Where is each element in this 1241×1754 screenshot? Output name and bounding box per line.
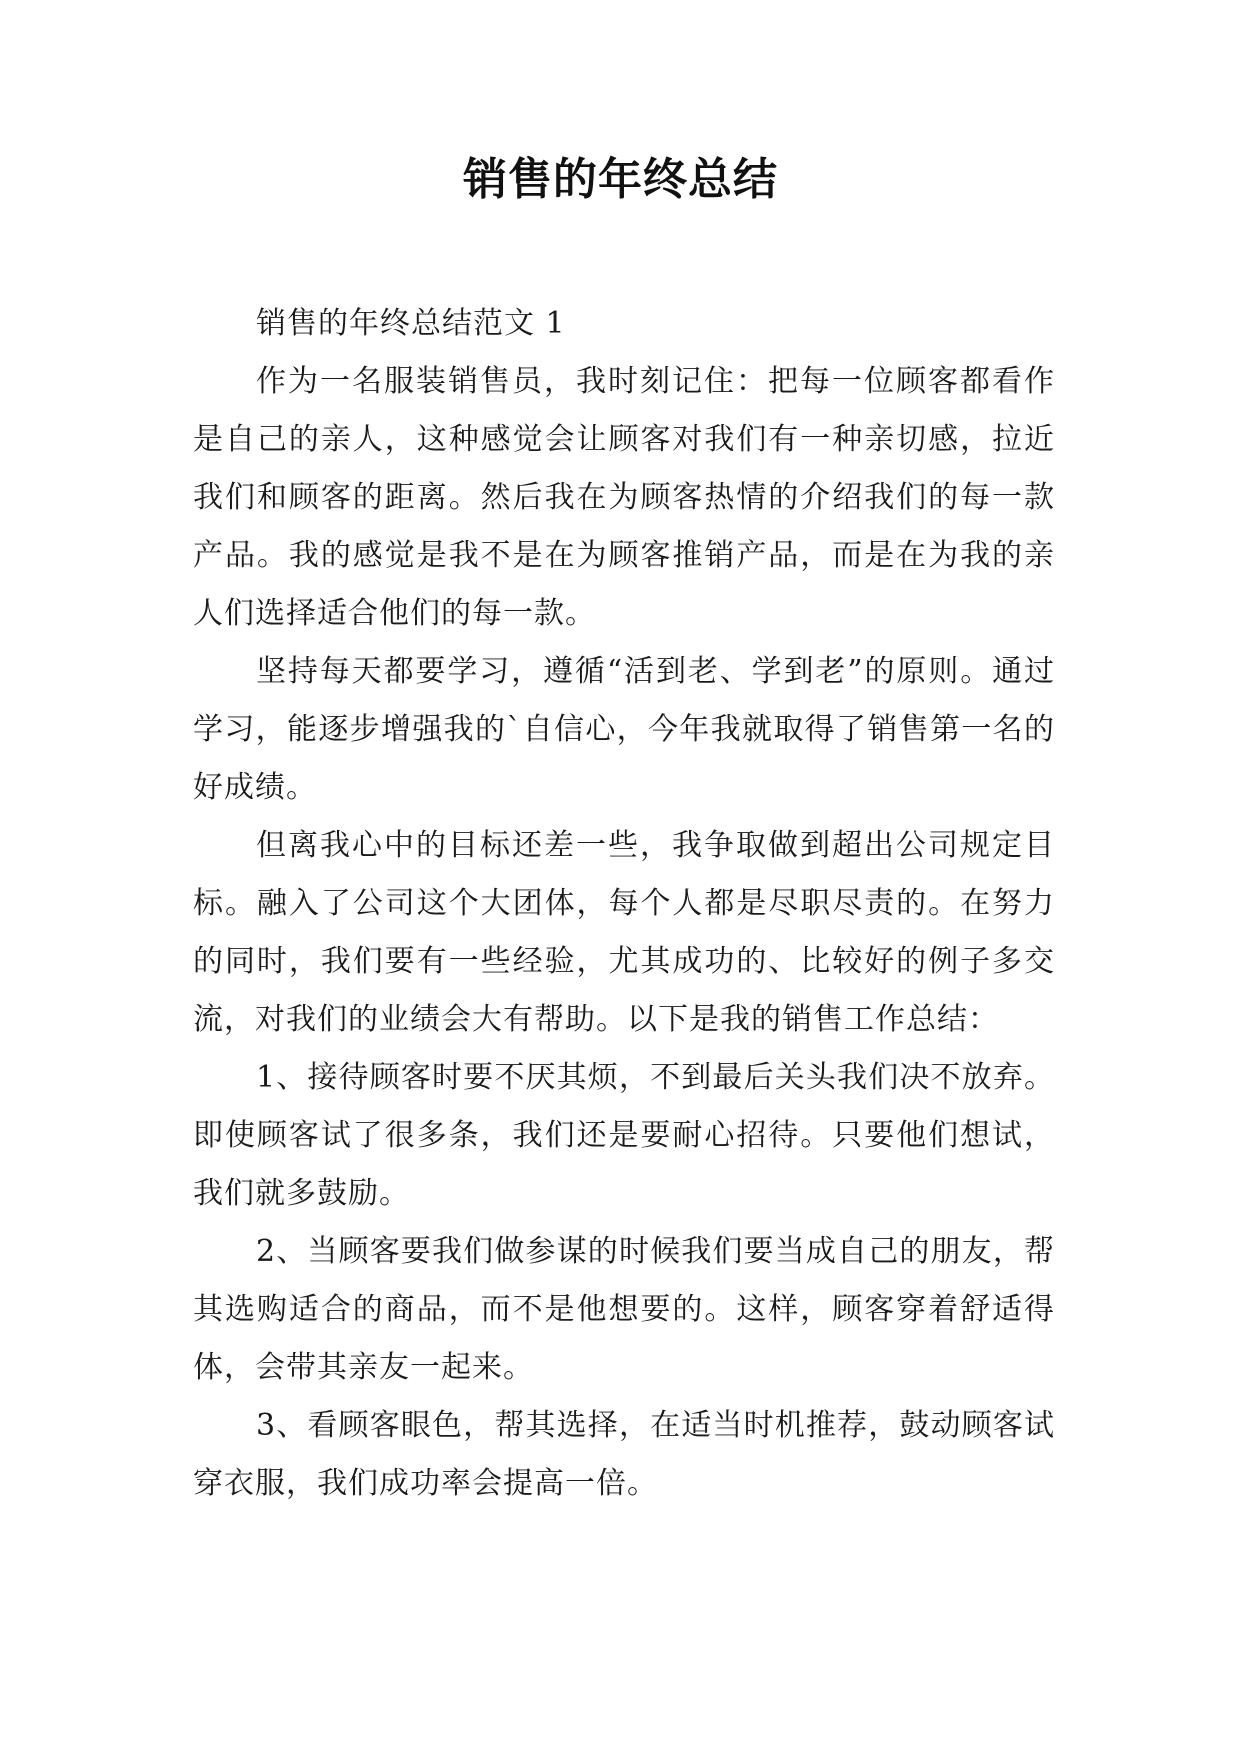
- document-body: [193, 295, 1055, 1513]
- list-item: 2、当顾客要我们做参谋的时候我们要当成自己的朋友，帮其选购适合的商品，而不是他想要的。这样，顾客穿着舒适得体，会带其亲友一起来。: [193, 1234, 1055, 1385]
- paragraph: 坚持每天都要学习，遵循“活到老、学到老”的原则。通过学习，能逐步增强我的`自信心，今年我就取得了销售第一名的好成绩。: [193, 654, 1055, 805]
- section-heading: 销售的年终总结范文 1: [256, 306, 566, 341]
- document-title: 销售的年终总结: [463, 154, 778, 205]
- list-item: 1、接待顾客时要不厌其烦，不到最后关头我们决不放弃。即使顾客试了很多条，我们还是要耐心招待。只要他们想试，我们就多鼓励。: [193, 1060, 1055, 1211]
- list-item: 3、看顾客眼色，帮其选择，在适当时机推荐，鼓动顾客试穿衣服，我们成功率会提高一倍。: [193, 1408, 1055, 1501]
- paragraph: 作为一名服装销售员，我时刻记住：把每一位顾客都看作是自己的亲人，这种感觉会让顾客对我们有一种亲切感，拉近我们和顾客的距离。然后我在为顾客热情的介绍我们的每一款产品。我的感觉是我不是在为顾客推销产品，而是在为我的亲人们选择适合他们的每一款。: [193, 364, 1055, 631]
- paragraph: 但离我心中的目标还差一些，我争取做到超出公司规定目标。融入了公司这个大团体，每个人都是尽职尽责的。在努力的同时，我们要有一些经验，尤其成功的、比较好的例子多交流，对我们的业绩会大有帮助。以下是我的销售工作总结：: [193, 828, 1055, 1037]
